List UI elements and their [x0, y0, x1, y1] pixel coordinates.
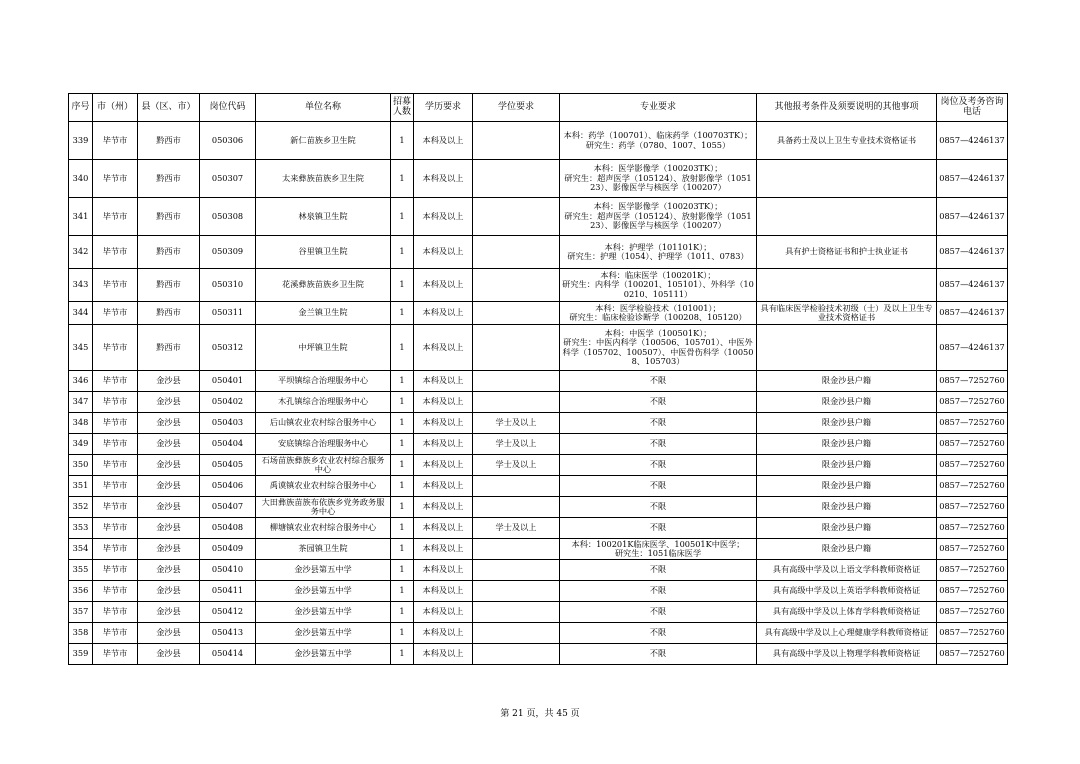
education-cell: 本科及以上 — [414, 623, 473, 644]
other-conditions-cell: 具有临床医学检验技术初级（士）及以上卫生专业技术资格证书 — [757, 302, 937, 325]
major-requirement-cell: 本科：100201K临床医学、100501K中医学； 研究生：1051临床医学 — [560, 539, 757, 560]
contact-phone-cell: 0857—7252760 — [937, 581, 1008, 602]
unit-name-cell: 大田彝族苗族布依族乡党务政务服务中心 — [256, 497, 391, 518]
other-conditions-cell — [757, 198, 937, 236]
major-requirement-cell: 不限 — [560, 497, 757, 518]
post-code-cell: 050406 — [200, 476, 256, 497]
major-requirement-cell: 不限 — [560, 455, 757, 476]
degree-cell — [473, 160, 560, 198]
row-number-cell: 352 — [69, 497, 93, 518]
county-cell: 金沙县 — [138, 644, 200, 665]
county-cell: 黔西市 — [138, 198, 200, 236]
county-cell: 金沙县 — [138, 371, 200, 392]
header-cell: 学位要求 — [473, 94, 560, 122]
major-requirement-cell: 不限 — [560, 560, 757, 581]
table-row — [69, 518, 1008, 539]
county-cell: 金沙县 — [138, 497, 200, 518]
row-number-cell: 345 — [69, 325, 93, 371]
city-cell: 毕节市 — [93, 122, 138, 160]
major-requirement-cell: 不限 — [560, 476, 757, 497]
table-row — [69, 644, 1008, 665]
major-requirement-cell: 本科：医学影像学（100203TK）； 研究生：超声医学（105124）、放射影像学（105123）、影像医学与核医学（100207） — [560, 198, 757, 236]
row-number-cell: 344 — [69, 302, 93, 325]
post-code-cell: 050414 — [200, 644, 256, 665]
degree-cell — [473, 644, 560, 665]
header-cell: 序号 — [69, 94, 93, 122]
recruit-count-cell: 1 — [391, 122, 414, 160]
county-cell: 金沙县 — [138, 560, 200, 581]
education-cell: 本科及以上 — [414, 644, 473, 665]
recruit-count-cell: 1 — [391, 602, 414, 623]
other-conditions-cell: 具有高级中学及以上物理学科教师资格证 — [757, 644, 937, 665]
post-code-cell: 050411 — [200, 581, 256, 602]
table-row — [69, 302, 1008, 325]
major-requirement-cell: 不限 — [560, 434, 757, 455]
degree-cell — [473, 560, 560, 581]
contact-phone-cell: 0857—7252760 — [937, 497, 1008, 518]
other-conditions-cell: 限金沙县户籍 — [757, 413, 937, 434]
education-cell: 本科及以上 — [414, 269, 473, 302]
unit-name-cell: 金沙县第五中学 — [256, 602, 391, 623]
city-cell: 毕节市 — [93, 581, 138, 602]
row-number-cell: 356 — [69, 581, 93, 602]
other-conditions-cell — [757, 325, 937, 371]
county-cell: 金沙县 — [138, 392, 200, 413]
city-cell: 毕节市 — [93, 198, 138, 236]
county-cell: 金沙县 — [138, 602, 200, 623]
contact-phone-cell: 0857—7252760 — [937, 371, 1008, 392]
post-code-cell: 050309 — [200, 236, 256, 269]
degree-cell — [473, 602, 560, 623]
city-cell: 毕节市 — [93, 497, 138, 518]
unit-name-cell: 金沙县第五中学 — [256, 581, 391, 602]
post-code-cell: 050310 — [200, 269, 256, 302]
county-cell: 金沙县 — [138, 623, 200, 644]
city-cell: 毕节市 — [93, 392, 138, 413]
contact-phone-cell: 0857—7252760 — [937, 539, 1008, 560]
unit-name-cell: 平坝镇综合治理服务中心 — [256, 371, 391, 392]
city-cell: 毕节市 — [93, 602, 138, 623]
major-requirement-cell: 不限 — [560, 602, 757, 623]
major-requirement-cell: 本科：护理学（101101K）； 研究生：护理（1054）、护理学（1011、0783） — [560, 236, 757, 269]
post-code-cell: 050403 — [200, 413, 256, 434]
city-cell: 毕节市 — [93, 371, 138, 392]
major-requirement-cell: 本科：药学（100701）、临床药学（100703TK）； 研究生：药学（0780、1007、1055） — [560, 122, 757, 160]
city-cell: 毕节市 — [93, 434, 138, 455]
county-cell: 黔西市 — [138, 325, 200, 371]
education-cell: 本科及以上 — [414, 392, 473, 413]
header-cell: 学历要求 — [414, 94, 473, 122]
city-cell: 毕节市 — [93, 302, 138, 325]
degree-cell — [473, 581, 560, 602]
recruit-count-cell: 1 — [391, 539, 414, 560]
unit-name-cell: 木孔镇综合治理服务中心 — [256, 392, 391, 413]
recruit-count-cell: 1 — [391, 518, 414, 539]
degree-cell: 学士及以上 — [473, 455, 560, 476]
degree-cell — [473, 198, 560, 236]
county-cell: 黔西市 — [138, 122, 200, 160]
recruit-count-cell: 1 — [391, 581, 414, 602]
county-cell: 黔西市 — [138, 236, 200, 269]
unit-name-cell: 金沙县第五中学 — [256, 644, 391, 665]
table-body — [69, 122, 1008, 665]
recruit-count-cell: 1 — [391, 476, 414, 497]
recruit-count-cell: 1 — [391, 413, 414, 434]
other-conditions-cell: 具有护士资格证书和护士执业证书 — [757, 236, 937, 269]
city-cell: 毕节市 — [93, 644, 138, 665]
major-requirement-cell: 不限 — [560, 371, 757, 392]
row-number-cell: 339 — [69, 122, 93, 160]
major-requirement-cell: 不限 — [560, 623, 757, 644]
major-requirement-cell: 不限 — [560, 413, 757, 434]
contact-phone-cell: 0857—7252760 — [937, 392, 1008, 413]
unit-name-cell: 中坪镇卫生院 — [256, 325, 391, 371]
recruit-count-cell: 1 — [391, 497, 414, 518]
degree-cell — [473, 236, 560, 269]
unit-name-cell: 林泉镇卫生院 — [256, 198, 391, 236]
degree-cell — [473, 302, 560, 325]
major-requirement-cell: 不限 — [560, 581, 757, 602]
row-number-cell: 348 — [69, 413, 93, 434]
table-row — [69, 560, 1008, 581]
major-requirement-cell: 本科：医学检验技术（101001）； 研究生：临床检验诊断学（100208、105120） — [560, 302, 757, 325]
post-code-cell: 050312 — [200, 325, 256, 371]
post-code-cell: 050306 — [200, 122, 256, 160]
education-cell: 本科及以上 — [414, 455, 473, 476]
city-cell: 毕节市 — [93, 413, 138, 434]
row-number-cell: 340 — [69, 160, 93, 198]
recruit-count-cell: 1 — [391, 371, 414, 392]
header-cell: 市（州） — [93, 94, 138, 122]
degree-cell — [473, 476, 560, 497]
contact-phone-cell: 0857—4246137 — [937, 269, 1008, 302]
recruit-count-cell: 1 — [391, 560, 414, 581]
major-requirement-cell: 不限 — [560, 392, 757, 413]
table-header-row — [69, 94, 1008, 122]
row-number-cell: 341 — [69, 198, 93, 236]
recruitment-table — [68, 93, 1008, 665]
unit-name-cell: 新仁苗族乡卫生院 — [256, 122, 391, 160]
education-cell: 本科及以上 — [414, 160, 473, 198]
post-code-cell: 050311 — [200, 302, 256, 325]
city-cell: 毕节市 — [93, 455, 138, 476]
education-cell: 本科及以上 — [414, 413, 473, 434]
post-code-cell: 050307 — [200, 160, 256, 198]
contact-phone-cell: 0857—7252760 — [937, 518, 1008, 539]
education-cell: 本科及以上 — [414, 497, 473, 518]
recruit-count-cell: 1 — [391, 623, 414, 644]
post-code-cell: 050410 — [200, 560, 256, 581]
county-cell: 金沙县 — [138, 434, 200, 455]
unit-name-cell: 金兰镇卫生院 — [256, 302, 391, 325]
row-number-cell: 347 — [69, 392, 93, 413]
education-cell: 本科及以上 — [414, 236, 473, 269]
recruit-count-cell: 1 — [391, 198, 414, 236]
unit-name-cell: 太来彝族苗族乡卫生院 — [256, 160, 391, 198]
header-cell: 招募人数 — [391, 94, 414, 122]
recruit-count-cell: 1 — [391, 269, 414, 302]
post-code-cell: 050412 — [200, 602, 256, 623]
degree-cell: 学士及以上 — [473, 518, 560, 539]
other-conditions-cell — [757, 269, 937, 302]
row-number-cell: 342 — [69, 236, 93, 269]
table-row — [69, 497, 1008, 518]
city-cell: 毕节市 — [93, 560, 138, 581]
recruit-count-cell: 1 — [391, 455, 414, 476]
degree-cell — [473, 392, 560, 413]
contact-phone-cell: 0857—7252760 — [937, 644, 1008, 665]
post-code-cell: 050404 — [200, 434, 256, 455]
degree-cell — [473, 497, 560, 518]
contact-phone-cell: 0857—7252760 — [937, 434, 1008, 455]
row-number-cell: 354 — [69, 539, 93, 560]
county-cell: 金沙县 — [138, 539, 200, 560]
row-number-cell: 358 — [69, 623, 93, 644]
education-cell: 本科及以上 — [414, 539, 473, 560]
table-row — [69, 236, 1008, 269]
contact-phone-cell: 0857—7252760 — [937, 602, 1008, 623]
other-conditions-cell: 具有高级中学及以上体育学科教师资格证 — [757, 602, 937, 623]
table-row — [69, 371, 1008, 392]
table-row — [69, 434, 1008, 455]
county-cell: 黔西市 — [138, 160, 200, 198]
recruit-count-cell: 1 — [391, 392, 414, 413]
city-cell: 毕节市 — [93, 160, 138, 198]
row-number-cell: 343 — [69, 269, 93, 302]
city-cell: 毕节市 — [93, 623, 138, 644]
education-cell: 本科及以上 — [414, 602, 473, 623]
unit-name-cell: 柳塘镇农业农村综合服务中心 — [256, 518, 391, 539]
contact-phone-cell: 0857—7252760 — [937, 455, 1008, 476]
unit-name-cell: 石场苗族彝族乡农业农村综合服务中心 — [256, 455, 391, 476]
other-conditions-cell: 限金沙县户籍 — [757, 371, 937, 392]
other-conditions-cell: 具有高级中学及以上心理健康学科教师资格证 — [757, 623, 937, 644]
post-code-cell: 050407 — [200, 497, 256, 518]
contact-phone-cell: 0857—4246137 — [937, 236, 1008, 269]
contact-phone-cell: 0857—7252760 — [937, 413, 1008, 434]
table-row — [69, 539, 1008, 560]
other-conditions-cell: 限金沙县户籍 — [757, 497, 937, 518]
table-row — [69, 455, 1008, 476]
city-cell: 毕节市 — [93, 269, 138, 302]
table-row — [69, 602, 1008, 623]
education-cell: 本科及以上 — [414, 122, 473, 160]
degree-cell — [473, 269, 560, 302]
county-cell: 黔西市 — [138, 302, 200, 325]
unit-name-cell: 后山镇农业农村综合服务中心 — [256, 413, 391, 434]
major-requirement-cell: 不限 — [560, 518, 757, 539]
contact-phone-cell: 0857—4246137 — [937, 160, 1008, 198]
unit-name-cell: 安底镇综合治理服务中心 — [256, 434, 391, 455]
recruit-count-cell: 1 — [391, 644, 414, 665]
post-code-cell: 050409 — [200, 539, 256, 560]
header-cell: 其他报考条件及须要说明的其他事项 — [757, 94, 937, 122]
major-requirement-cell: 本科：医学影像学（100203TK）； 研究生：超声医学（105124）、放射影像学（105123）、影像医学与核医学（100207） — [560, 160, 757, 198]
recruit-count-cell: 1 — [391, 236, 414, 269]
city-cell: 毕节市 — [93, 236, 138, 269]
table-row — [69, 413, 1008, 434]
education-cell: 本科及以上 — [414, 371, 473, 392]
degree-cell — [473, 539, 560, 560]
other-conditions-cell: 具备药士及以上卫生专业技术资格证书 — [757, 122, 937, 160]
header-cell: 岗位及考务咨询电话 — [937, 94, 1008, 122]
header-cell: 县（区、市） — [138, 94, 200, 122]
major-requirement-cell: 本科：中医学（100501K）； 研究生：中医内科学（100506、105701）、中医外科学（105702、100507）、中医骨伤科学（100508、105703） — [560, 325, 757, 371]
row-number-cell: 355 — [69, 560, 93, 581]
table-row — [69, 392, 1008, 413]
contact-phone-cell: 0857—4246137 — [937, 302, 1008, 325]
degree-cell — [473, 371, 560, 392]
post-code-cell: 050405 — [200, 455, 256, 476]
education-cell: 本科及以上 — [414, 476, 473, 497]
contact-phone-cell: 0857—7252760 — [937, 623, 1008, 644]
post-code-cell: 050308 — [200, 198, 256, 236]
city-cell: 毕节市 — [93, 518, 138, 539]
header-cell: 专业要求 — [560, 94, 757, 122]
city-cell: 毕节市 — [93, 325, 138, 371]
recruit-count-cell: 1 — [391, 434, 414, 455]
degree-cell: 学士及以上 — [473, 434, 560, 455]
header-cell: 单位名称 — [256, 94, 391, 122]
row-number-cell: 351 — [69, 476, 93, 497]
other-conditions-cell: 限金沙县户籍 — [757, 476, 937, 497]
education-cell: 本科及以上 — [414, 198, 473, 236]
row-number-cell: 346 — [69, 371, 93, 392]
row-number-cell: 349 — [69, 434, 93, 455]
table-row — [69, 198, 1008, 236]
row-number-cell: 350 — [69, 455, 93, 476]
degree-cell — [473, 325, 560, 371]
unit-name-cell: 谷里镇卫生院 — [256, 236, 391, 269]
recruit-count-cell: 1 — [391, 160, 414, 198]
other-conditions-cell: 限金沙县户籍 — [757, 434, 937, 455]
county-cell: 金沙县 — [138, 413, 200, 434]
degree-cell — [473, 122, 560, 160]
table-row — [69, 325, 1008, 371]
county-cell: 金沙县 — [138, 518, 200, 539]
contact-phone-cell: 0857—4246137 — [937, 325, 1008, 371]
row-number-cell: 357 — [69, 602, 93, 623]
education-cell: 本科及以上 — [414, 581, 473, 602]
unit-name-cell: 禹谟镇农业农村综合服务中心 — [256, 476, 391, 497]
header-cell: 岗位代码 — [200, 94, 256, 122]
city-cell: 毕节市 — [93, 476, 138, 497]
county-cell: 金沙县 — [138, 455, 200, 476]
unit-name-cell: 茶园镇卫生院 — [256, 539, 391, 560]
contact-phone-cell: 0857—4246137 — [937, 198, 1008, 236]
city-cell: 毕节市 — [93, 539, 138, 560]
education-cell: 本科及以上 — [414, 434, 473, 455]
table-row — [69, 269, 1008, 302]
table-row — [69, 122, 1008, 160]
other-conditions-cell: 限金沙县户籍 — [757, 455, 937, 476]
other-conditions-cell: 限金沙县户籍 — [757, 539, 937, 560]
education-cell: 本科及以上 — [414, 518, 473, 539]
degree-cell: 学士及以上 — [473, 413, 560, 434]
other-conditions-cell: 限金沙县户籍 — [757, 392, 937, 413]
post-code-cell: 050402 — [200, 392, 256, 413]
unit-name-cell: 花溪彝族苗族乡卫生院 — [256, 269, 391, 302]
education-cell: 本科及以上 — [414, 302, 473, 325]
contact-phone-cell: 0857—7252760 — [937, 476, 1008, 497]
contact-phone-cell: 0857—4246137 — [937, 122, 1008, 160]
row-number-cell: 359 — [69, 644, 93, 665]
table-row — [69, 160, 1008, 198]
post-code-cell: 050408 — [200, 518, 256, 539]
education-cell: 本科及以上 — [414, 560, 473, 581]
other-conditions-cell: 具有高级中学及以上英语学科教师资格证 — [757, 581, 937, 602]
row-number-cell: 353 — [69, 518, 93, 539]
degree-cell — [473, 623, 560, 644]
table-row — [69, 623, 1008, 644]
recruit-count-cell: 1 — [391, 325, 414, 371]
post-code-cell: 050401 — [200, 371, 256, 392]
county-cell: 金沙县 — [138, 581, 200, 602]
other-conditions-cell: 具有高级中学及以上语文学科教师资格证 — [757, 560, 937, 581]
recruit-count-cell: 1 — [391, 302, 414, 325]
table-row — [69, 476, 1008, 497]
unit-name-cell: 金沙县第五中学 — [256, 560, 391, 581]
county-cell: 黔西市 — [138, 269, 200, 302]
other-conditions-cell: 限金沙县户籍 — [757, 518, 937, 539]
other-conditions-cell — [757, 160, 937, 198]
page-footer: 第 21 页，共 45 页 — [500, 709, 580, 719]
post-code-cell: 050413 — [200, 623, 256, 644]
unit-name-cell: 金沙县第五中学 — [256, 623, 391, 644]
education-cell: 本科及以上 — [414, 325, 473, 371]
contact-phone-cell: 0857—7252760 — [937, 560, 1008, 581]
major-requirement-cell: 本科：临床医学（100201K）； 研究生：内科学（100201、105101）、外科学（100210、105111） — [560, 269, 757, 302]
major-requirement-cell: 不限 — [560, 644, 757, 665]
county-cell: 金沙县 — [138, 476, 200, 497]
table-row — [69, 581, 1008, 602]
